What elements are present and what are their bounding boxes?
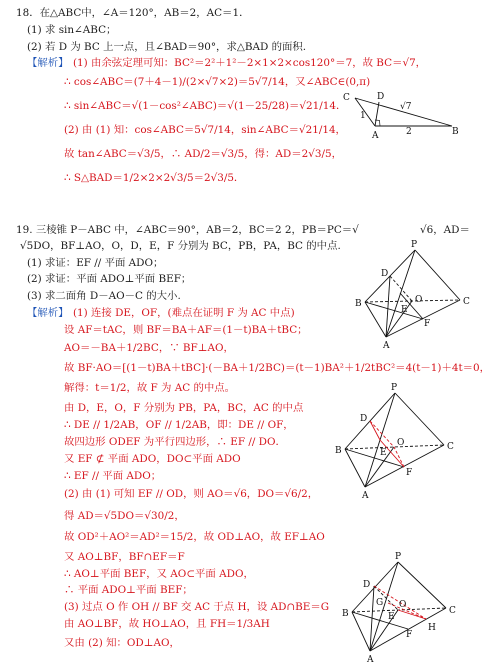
label-d: D [363,580,371,590]
label-o: O [399,600,407,610]
solution-line: ∴ EF // 平面 ADO； [64,470,162,482]
problem-19-stem-part-2: √6，AD＝ [420,224,470,236]
label-c: C [447,442,454,452]
solution-line: 设 AF＝tAC，则 BF＝BA＋AF＝(1－t)BA＋tBC； [64,324,308,336]
problem-18-solution-tag: 【解析】 [27,57,69,69]
label-d: D [360,414,368,424]
solution-line: 由 AO⊥BF，故 HO⊥AO，且 FH＝1/3AH [64,618,270,630]
problem-19-stem-part-1: 19. 三棱锥 P－ABC 中，∠ABC＝90°，AB＝2，BC＝2 2，PB＝PC＝√ [16,224,359,236]
problem-19-solution-tag: 【解析】 [27,307,69,319]
label-a: A [362,491,369,501]
solution-line: ∴ sin∠ABC＝√(1－cos²∠ABC)＝√(1－25/28)＝√21/14． [64,100,347,112]
problem-18-question-1: (1) 求 sin∠ABC； [27,24,117,36]
solution-line: 由 D，E，O，F 分别为 PB，PA，BC，AC 的中点 [64,402,304,414]
label-p: P [391,383,398,393]
solution-line: 得 AD＝√5DO＝√30/2， [64,510,185,522]
solution-line: 故 tan∠ABC＝√3/5，∴ AD/2＝√3/5，得：AD＝2√3/5， [64,148,342,160]
label-d: D [377,92,385,102]
problem-19-question-3: (3) 求二面角 D－AO－C 的大小. [27,290,181,302]
solution-line: 又由 (2) 知：OD⊥AO， [64,637,180,649]
label-a: A [372,131,379,141]
solution-line: (2) 由 (1) 可知 EF // OD，则 AO＝√6，DO＝√6/2， [64,488,319,500]
label-side-2: 2 [406,127,412,137]
solution-line: ∴ cos∠ABC＝(7＋4－1)/(2×√7×2)＝5√7/14，又∠ABC∈(0,π) [64,76,371,88]
label-c: C [343,93,350,103]
label-f: F [406,468,413,478]
label-b: B [342,609,349,619]
solution-line: 故 OD²＋AO²＝AD²＝15/2，故 OD⊥AO，故 EF⊥AO [64,531,325,543]
solution-line: 故四边形 ODEF 为平行四边形，∴ EF // DO． [64,436,286,448]
problem-18-question-2: (2) 若 D 为 BC 上一点，且∠BAD＝90°，求△BAD 的面积. [27,41,307,53]
solution-line: (1) 由余弦定理可知：BC²＝2²＋1²－2×1×2×cos120°＝7，故 BC＝√7， [73,57,427,69]
solution-line: 故 BF·AO＝[(1－t)BA＋tBC]·(－BA＋1/2BC)＝(t－1)BA²＋1/2tBC²＝4(t－1)＋4t＝0， [64,362,491,374]
label-o: O [397,438,405,448]
label-b: B [355,299,362,309]
label-b: B [452,127,459,137]
label-g: G [376,598,384,608]
solution-line: ∴ S△BAD＝1/2×2×2√3/5＝2√3/5． [64,172,245,184]
label-o: O [415,295,423,305]
solution-line: 解得：t＝1/2，故 F 为 AC 的中点。 [64,382,236,394]
label-side-1: 1 [360,111,366,121]
label-p: P [395,552,402,562]
label-c: C [463,297,470,307]
solution-line: ∴ AO⊥平面 BEF，又 AO⊂平面 ADO， [64,568,254,580]
solution-line: (2) 由 (1) 知：cos∠ABC＝5√7/14，sin∠ABC＝√21/14， [64,124,346,136]
label-c: C [449,606,456,616]
label-e: E [401,305,408,315]
label-b: B [335,446,342,456]
label-e: E [380,448,387,458]
label-p: P [411,240,418,250]
label-h: H [428,623,436,633]
label-a: A [367,655,374,665]
problem-19-question-1: (1) 求证：EF // 平面 ADO； [27,257,164,269]
label-f: F [406,630,413,640]
pyramid-figure-1 [350,240,480,350]
pyramid-figure-3 [340,552,470,665]
triangle-figure [340,88,460,144]
solution-line: (1) 连接 DE，OF，(难点在证明 F 为 AC 中点) [73,307,295,319]
label-d: D [381,269,389,279]
solution-line: AO＝－BA＋1/2BC，∵ BF⊥AO， [64,342,234,354]
solution-line: ∴ 平面 ADO⊥平面 BEF； [64,584,193,596]
solution-line: ∴ DE // 1/2AB，OF // 1/2AB，即：DE // OF， [64,419,294,431]
pyramid-figure-2 [330,385,460,505]
label-side-sqrt7: √7 [400,102,412,112]
solution-line: (3) 过点 O 作 OH // BF 交 AC 于点 H，设 AD∩BE＝G [64,601,330,613]
solution-line: 又 EF ⊄ 平面 ADO，DO⊂平面 ADO [64,453,241,465]
problem-19-question-2: (2) 求证：平面 ADO⊥平面 BEF； [27,273,192,285]
problem-19-stem-line-2: √5DO，BF⊥AO，O，D，E，F 分别为 BC，PB，PA，BC 的中点. [20,240,341,252]
label-f: F [424,319,431,329]
label-a: A [383,341,390,351]
solution-line: 又 AO⊥BF，BF∩EF＝F [64,551,185,563]
label-e: E [388,612,395,622]
problem-18-stem: 18．在△ABC中，∠A＝120°，AB＝2，AC＝1． [16,7,250,19]
